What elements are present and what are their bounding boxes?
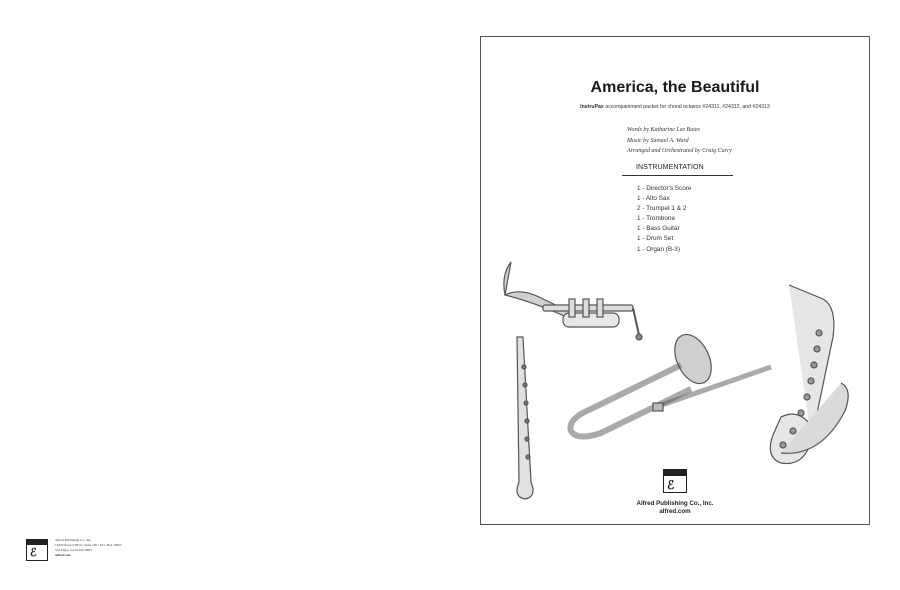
publisher-web: alfred.com (659, 508, 691, 515)
logo-glyph: ℰ (667, 478, 675, 492)
publisher-info (481, 500, 869, 516)
back-alfred-logo (26, 539, 48, 561)
saxophone-illustration (770, 285, 848, 464)
back-address (55, 538, 122, 558)
clarinet-illustration (517, 337, 533, 499)
list-item: 1 - Director's Score (637, 185, 692, 192)
subtitle-text: accompaniment packet for choral octavos #24311, #24312, and #24313 (603, 104, 770, 110)
list-item: 2 - Trumpet 1 & 2 (637, 205, 687, 213)
list-item: 1 - Trombone (637, 215, 676, 223)
list-item: 1 - Organ (B-3) (637, 245, 680, 253)
list-item: 1 - Drum Set (637, 235, 674, 243)
trumpet-illustration (504, 262, 642, 340)
trombone-illustration (570, 329, 771, 437)
instrument-illustrations (481, 37, 868, 523)
logo-glyph: ℰ (30, 547, 37, 559)
brand-name: InstruPax (580, 104, 604, 110)
cover-page (480, 36, 870, 525)
credit-music: Music by Samuel A. Ward (627, 137, 689, 144)
list-item: 1 - Bass Guitar (637, 225, 680, 233)
address-line: 16320 Roscoe Blvd., Suite 100 • P.O. Box 10003 (55, 543, 122, 547)
page-title: America, the Beautiful (590, 79, 760, 96)
address-line: Van Nuys, CA 91410-0003 (55, 548, 92, 552)
list-item: 1 - Alto Sax (637, 195, 670, 203)
publisher-name: Alfred Publishing Co., Inc. (636, 500, 714, 507)
alfred-logo (663, 469, 687, 493)
credit-words: Words by Katharine Lee Bates (627, 127, 700, 133)
credit-arranger: Arranged and Orchestrated by Craig Curry (627, 148, 732, 154)
address-line: Alfred Publishing Co., Inc. (55, 538, 92, 542)
instrumentation-heading: INSTRUMENTATION (636, 164, 704, 171)
back-web: alfred.com (55, 553, 71, 557)
